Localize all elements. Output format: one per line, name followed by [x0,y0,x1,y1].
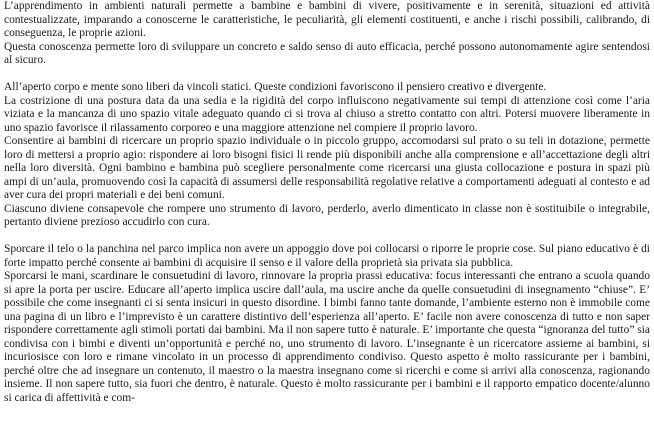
paragraph: La costrizione di una postura data da una sedia e la rigidità del corpo influiscono negativamente sui tempi di attenzione così come l’aria viziata e la mancanza di uno spazio vitale adeguato quando ci si trova al chiuso a stretto contatto con altri. Potersi muovere liberamente in uno spazio favorisce il rilassamento corporeo e una maggiore attenzione nel compiere il proprio lavoro. [4,94,650,134]
paragraph: Sporcare il telo o la panchina nel parco implica non avere un appoggio dove poi collocarsi o riporre le proprie cose. Sul piano educativo è di forte impatto perché consente ai bambini di acquisire il senso e il valore della proprietà sia privata sia pubblica. [4,243,650,269]
paragraph: L’apprendimento in ambienti naturali permette a bambine e bambini di vivere, positivamente e in serenità, situazioni ed attività contestualizzate, imparando a conoscerne le caratteristiche, le peculiarità, gli elementi costituenti, e anche i rischi possibili, calibrando, di conseguenza, le proprie azioni. [4,0,650,39]
paragraph: All’aperto corpo e mente sono liberi da vincoli statici. Queste condizioni favoriscono il pensiero creativo e divergente. [4,81,547,93]
paragraph: Consentire ai bambini di ricercare un proprio spazio individuale o in piccolo gruppo, accomodarsi sul prato o su teli in dotazione, permette loro di mettersi a proprio agio: rispondere ai loro bisogni fisici li rende più disponibili anche alla comprensione e all’accettazione degli altri nella loro diversità. Ogni bambino e bambina può scegliere personalmente come ricercarsi una giusta collocazione e postura in spazi più ampi di un’aula, promuovendo così la capacità di assumersi delle responsabilità regolative relative a comportamenti adeguati al contesto e ad aver cura dei propri materiali e dei beni comuni. [4,135,650,201]
paragraph: Sporcarsi le mani, scardinare le consuetudini di lavoro, rinnovare la propria prassi educativa: focus interessanti che entrano a scuola quando si apre la porta per uscire. Educare all’aperto implica uscire dall’aula, ma uscire anche da quelle consuetudini di insegnamento “chiuse”. E’ possibile che come insegnanti ci si senta insicuri in questo disordine. I bimbi fanno tante domande, l’ambiente esterno non è immobile come una pagina di un libro e l’imprevisto è un carattere distintivo dell’esperienza all’aperto. E’ facile non avere conoscenza di tutto e non saper rispondere correttamente agli stimoli portati dai bambini. Ma il non sapere tutto è naturale. E’ importante che questa “ignoranza del tutto” sia condivisa con i bimbi e diventi un’opportunità e perché no, uno strumento di lavoro. L’insegnante è un ricercatore assieme ai bambini, si incuriosisce con loro e rimane vincolato in un processo di apprendimento condiviso. Questo aspetto è molto rassicurante per i bambini, perché oltre che ad insegnare un contenuto, il maestro o la maestra insegnano come si ricerchi e come si arrivi alla conoscenza, ragionando insieme. Il non sapere tutto, sia fuori che dentro, è naturale. Questo è molto rassicurante per i bambini e il rapporto empatico docente/alunno si carica di affettività e com- [4,270,650,404]
section-teaching-outdoors [4,243,650,405]
paragraph: Ciascuno diviene consapevole che rompere uno strumento di lavoro, perderlo, averlo dimenticato in classe non è sostituibile o integrabile, pertanto diviene prezioso accudirlo con cura. [4,202,650,228]
paragraph: Questa conoscenza permette loro di sviluppare un concreto e saldo senso di auto efficacia, perché possono autonomamente agire sentendosi al sicuro. [4,40,650,66]
section-body-and-mind [4,81,650,230]
section-natural-learning [4,0,650,68]
